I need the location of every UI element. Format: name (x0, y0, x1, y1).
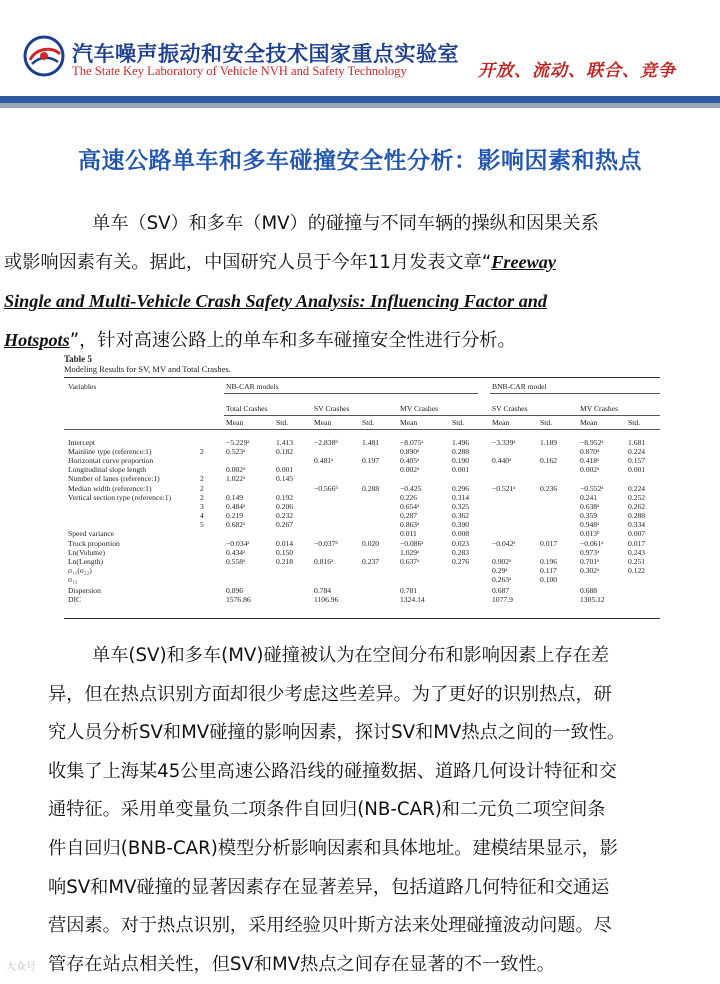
table-row-label: σ₁₂ (68, 575, 78, 584)
lab-motto: 开放、流动、联合、竞争 (478, 61, 676, 81)
table-cell: 0.325 (452, 502, 470, 511)
table-cell: 0.218 (276, 557, 294, 566)
table-row-label: Number of lanes (reference:1) (68, 474, 160, 483)
intro-line-2 (4, 243, 672, 282)
table-cell: 0.219 (226, 511, 244, 520)
table-std-header: Std. (628, 418, 641, 427)
table-cell: 0.558ᵃ (226, 557, 246, 566)
table-cell: 0.007 (628, 529, 646, 538)
table-std-header: Std. (276, 418, 289, 427)
watermark: 大众号 (6, 962, 36, 973)
table-cell: 2 (200, 474, 204, 483)
table-cell: 0.013ᵇ (580, 529, 600, 538)
table-cell: 0.197 (362, 456, 380, 465)
lab-header (0, 0, 720, 96)
summary-line: 究人员分析SV和MV碰撞的影响因素，探讨SV和MV热点之间的一致性。 (48, 722, 626, 744)
table-group-bnb: BNB-CAR model (492, 382, 547, 391)
table-cell: 0.784 (314, 586, 332, 595)
table-cell: 0.145 (276, 474, 294, 483)
table-caption: Table 5 (64, 354, 92, 364)
table-cell: 0.418ᵃ (580, 456, 600, 465)
table-cell: 0.226 (400, 493, 418, 502)
intro-line-2-text: 或影响因素有关。据此，中国研究人员于今年11月发表文章“ (4, 252, 492, 273)
modeling-results-table (64, 354, 660, 619)
table-cell: 0.017 (628, 539, 646, 548)
table-cell: 0.001 (628, 465, 646, 474)
intro-line-4-text: ”，针对高速公路上的单车和多车碰撞安全性进行分析。 (69, 330, 516, 351)
table-mean-header: Mean (314, 418, 332, 427)
table-subheader: SV Crashes (314, 404, 350, 413)
table-cell: 1106.96 (314, 595, 339, 604)
paper-title-part-3[interactable]: Hotspots (4, 330, 70, 350)
table-cell: 0.314 (452, 493, 470, 502)
table-cell: 2 (200, 484, 204, 493)
table-cell: 0.162 (540, 456, 558, 465)
table-cell: 0.296 (452, 484, 470, 493)
table-cell: 0.149 (226, 493, 244, 502)
table-cell: 0.973ᵃ (580, 548, 600, 557)
table-cell: 1.022ᵃ (226, 474, 246, 483)
table-cell: 0.232 (276, 511, 294, 520)
table-subheader: SV Crashes (492, 404, 528, 413)
table-std-header: Std. (362, 418, 375, 427)
table-bottom-rule (64, 618, 660, 619)
table-cell: 0.224 (628, 447, 646, 456)
article-title: 高速公路单车和多车碰撞安全性分析：影响因素和热点 (78, 148, 642, 174)
table-row-label: Mainline type (reference:1) (68, 447, 152, 456)
table-cell: −0.061ᵃ (580, 539, 604, 548)
table-cell: 0.011 (400, 529, 417, 538)
summary-line: 单车(SV)和多车(MV)碰撞被认为在空间分布和影响因素上存在差 (92, 645, 610, 666)
header-divider-blue (0, 96, 720, 103)
table-cell: 0.29ᵃ (492, 566, 508, 575)
paper-title-part-2[interactable]: Single and Multi-Vehicle Crash Safety Analysis: Influencing Factor and (4, 291, 548, 311)
table-row-label: Dispersion (68, 586, 101, 595)
table-cell: −0.042ᵃ (492, 539, 516, 548)
table-cell: 0.359 (580, 511, 598, 520)
table-cell: 0.192 (276, 493, 294, 502)
table-cell: 0.020 (362, 539, 380, 548)
table-cell: 0.288 (452, 447, 470, 456)
table-row-label: Horizontal curve proportion (68, 456, 154, 465)
paper-title-part-1[interactable]: Freeway (491, 252, 556, 272)
table-row-label: Longitudinal slope length (68, 465, 147, 474)
summary-line: 管存在站点相关性，但SV和MV热点之间存在显著的不一致性。 (48, 953, 555, 975)
table-cell: 0.002ᵃ (226, 465, 246, 474)
table-cell: −0.034ᵃ (226, 539, 250, 548)
table-cell: 0.302ᵃ (580, 566, 600, 575)
table-cell: 1.189 (540, 438, 558, 447)
summary-line: 异，但在热点识别方面却很少考虑这些差异。为了更好的识别热点，研 (48, 683, 612, 705)
table-std-header: Std. (540, 418, 553, 427)
table-cell: 0.002ᵃ (400, 465, 420, 474)
table-cell: 0.701ᵃ (580, 557, 600, 566)
table-cell: 0.001 (452, 465, 470, 474)
intro-paragraph (4, 204, 672, 360)
table-cell: 1.496 (452, 438, 470, 447)
table-cell: 0.001 (276, 465, 294, 474)
table-cell: 0.948ᵃ (580, 520, 600, 529)
table-cell: 0.206 (276, 502, 294, 511)
table-mean-header: Mean (492, 418, 510, 427)
intro-line-1: 单车（SV）和多车（MV）的碰撞与不同车辆的操纵和因果关系 (92, 213, 599, 234)
table-cell: 0.816ᵃ (314, 557, 334, 566)
table-cell: 0.017 (540, 539, 558, 548)
table-cell: −0.566ᵇ (314, 484, 338, 493)
table-cell: 0.157 (628, 456, 646, 465)
table-cell: 0.237 (362, 557, 380, 566)
table-cell: 0.263ᵃ (492, 575, 512, 584)
table-top-rule (64, 377, 660, 378)
table-cell: 0.283 (452, 548, 470, 557)
table-row-label: Median width (reference:1) (68, 484, 152, 493)
table-row-label: DIC (68, 595, 82, 604)
table-col-variables: Variables (68, 382, 97, 391)
table-group-rule-bnb (490, 393, 660, 394)
table-cell: 0.023 (452, 539, 470, 548)
table-cell: 0.288 (362, 484, 380, 493)
table-cell: 0.654ᵃ (400, 502, 420, 511)
table-cell: 0.267 (276, 520, 294, 529)
table-row-label: Intercept (68, 438, 95, 447)
summary-line: 收集了上海某45公里高速公路沿线的碰撞数据、道路几何设计特征和交 (48, 760, 617, 782)
table-cell: 0.276 (452, 557, 470, 566)
table-cell: 0.362 (452, 511, 470, 520)
table-cell: 0.440ᵃ (492, 456, 512, 465)
table-cell: 0.014 (276, 539, 294, 548)
table-cell: 0.434ᵃ (226, 548, 246, 557)
table-cell: 5 (200, 520, 204, 529)
table-group-nb: NB-CAR models (226, 382, 279, 391)
table-std-header: Std. (452, 418, 465, 427)
table-subheader: Total Crashes (226, 404, 268, 413)
table-cell: 0.682ᵃ (226, 520, 246, 529)
table-cell: −0.552ᵃ (580, 484, 604, 493)
table-cell: 0.896 (226, 586, 244, 595)
table-subheader: MV Crashes (580, 404, 619, 413)
table-cell: 0.637ᵃ (400, 557, 420, 566)
table-cell: 0.484ᵃ (226, 502, 246, 511)
table-group-rule-nb (224, 393, 478, 394)
table-cell: −0.037ᵇ (314, 539, 338, 548)
summary-line: 通特征。采用单变量负二项条件自回归(NB-CAR)和二元负二项空间条 (48, 799, 606, 821)
table-row-label: σ₁₁(σ₂₂) (68, 566, 92, 575)
lab-emblem-icon (22, 34, 66, 78)
table-cell: 1305.12 (580, 595, 605, 604)
table-cell: 0.236 (540, 484, 558, 493)
table-row-label: Ln(Length) (68, 557, 104, 566)
table-row-label: Vertical section type (reference:1) (68, 493, 172, 502)
table-cell: 0.117 (540, 566, 557, 575)
summary-line: 响SV和MV碰撞的显著因素存在显著差异，包括道路几何特征和交通运 (48, 876, 610, 898)
table-cell: −2.838ᵇ (314, 438, 338, 447)
summary-paragraph (48, 637, 672, 984)
table-cell: 1576.86 (226, 595, 251, 604)
table-cell: −0.086ᵃ (400, 539, 424, 548)
table-mean-header: Mean (580, 418, 598, 427)
table-cell: 0.288 (628, 511, 646, 520)
table-subhead-rule (224, 415, 660, 416)
table-header-rule (64, 429, 660, 430)
lab-name-en: The State Key Laboratory of Vehicle NVH and Safety Technology (72, 64, 407, 78)
table-cell: 0.334 (628, 520, 646, 529)
table-subtitle: Modeling Results for SV, MV and Total Crashes. (64, 364, 231, 374)
table-subheader: MV Crashes (400, 404, 439, 413)
table-cell: 1324.14 (400, 595, 425, 604)
table-mean-header: Mean (226, 418, 244, 427)
table-cell: 0.390 (452, 520, 470, 529)
table-cell: 0.241 (580, 493, 598, 502)
table-cell: 0.405ᵃ (400, 456, 420, 465)
table-cell: 0.781 (400, 586, 418, 595)
summary-line: 件自回归(BNB-CAR)模型分析影响因素和具体地址。建模结果显示，影 (48, 837, 618, 859)
table-cell: 0.224 (628, 484, 646, 493)
table-cell: 0.638ᵃ (580, 502, 600, 511)
table-cell: −3.339ᵃ (492, 438, 516, 447)
table-cell: 0.863ᵃ (400, 520, 420, 529)
table-cell: 0.481ᵃ (314, 456, 334, 465)
table-cell: 0.262 (628, 502, 646, 511)
table-row-label: Truck proportion (68, 539, 120, 548)
table-cell: 0.122 (628, 566, 646, 575)
table-cell: 0.687 (492, 586, 510, 595)
table-cell: 2 (200, 493, 204, 502)
table-cell: 0.287 (400, 511, 418, 520)
table-cell: −5.229ᵃ (226, 438, 250, 447)
table-cell: 4 (200, 511, 204, 520)
table-cell: 0.890ᵃ (400, 447, 420, 456)
table-cell: 0.902ᵃ (492, 557, 512, 566)
table-cell: 0.182 (276, 447, 294, 456)
table-cell: 0.100 (540, 575, 558, 584)
table-cell: 0.002ᵃ (580, 465, 600, 474)
table-mean-header: Mean (400, 418, 418, 427)
table-cell: 3 (200, 502, 204, 511)
table-cell: 1.681 (628, 438, 646, 447)
table-cell: 1.029ᵃ (400, 548, 420, 557)
table-row-label: Speed variance (68, 529, 115, 538)
table-cell: 0.251 (628, 557, 646, 566)
table-cell: 1.413 (276, 438, 294, 447)
summary-line: 营因素。对于热点识别，采用经验贝叶斯方法来处理碰撞波动问题。尽 (48, 915, 612, 937)
table-cell: −8.952ᵃ (580, 438, 604, 447)
header-divider-grey (0, 103, 720, 108)
table-cell: 0.870ᵃ (580, 447, 600, 456)
table-cell: 0.252 (628, 493, 646, 502)
table-cell: 1.481 (362, 438, 380, 447)
table-cell: 0.150 (276, 548, 294, 557)
table-cell: 1077.9 (492, 595, 513, 604)
table-cell: 0.008 (452, 529, 470, 538)
table-cell: −0.521ᵃ (492, 484, 516, 493)
table-cell: 2 (200, 447, 204, 456)
table-cell: 0.523ᵃ (226, 447, 246, 456)
table-cell: 0.688 (580, 586, 598, 595)
table-cell: 0.243 (628, 548, 646, 557)
table-cell: 0.196 (540, 557, 558, 566)
lab-name-cn: 汽车噪声振动和安全技术国家重点实验室 (72, 42, 459, 66)
table-cell: 0.190 (452, 456, 470, 465)
table-row-label: Ln(Volume) (68, 548, 105, 557)
table-cell: −8.075ᵃ (400, 438, 424, 447)
table-cell: −0.425 (400, 484, 422, 493)
